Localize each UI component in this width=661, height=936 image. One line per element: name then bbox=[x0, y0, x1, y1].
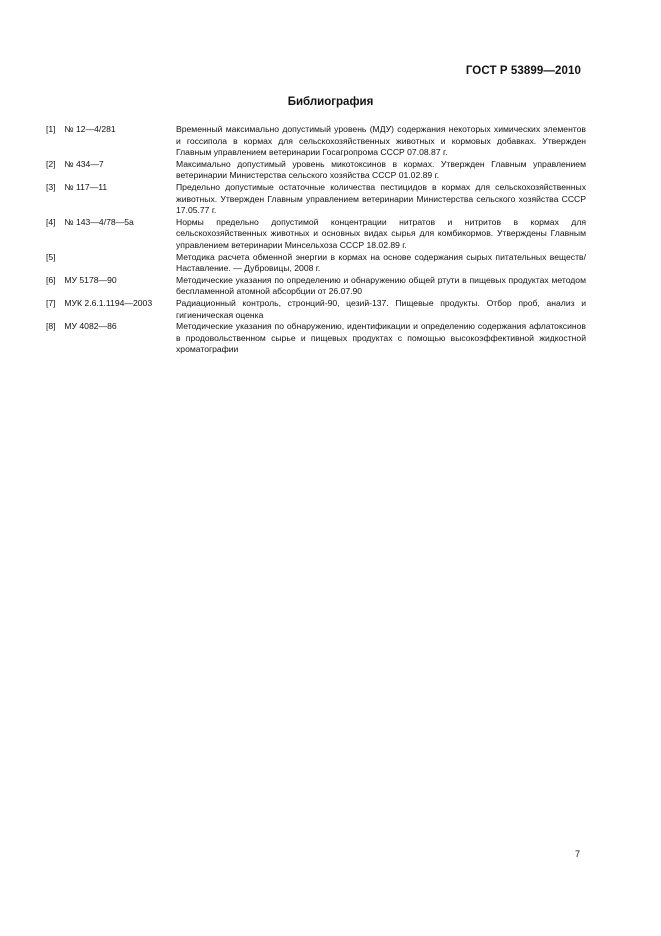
entry-text: Методические указания по определению и обнаружению общей ртути в пищевых продуктах методом беспламенной атомной абсорбции от 26.07.90 bbox=[176, 274, 586, 297]
entry-number: [4] bbox=[46, 216, 56, 227]
entry-number: [5] bbox=[46, 251, 56, 262]
entry-id bbox=[46, 124, 176, 136]
entry-code: МУК 2.6.1.1194—2003 bbox=[64, 297, 153, 308]
entry-id bbox=[46, 298, 176, 310]
entry-number: [2] bbox=[46, 158, 56, 169]
bibliography-entry-4 bbox=[46, 217, 586, 252]
entry-id bbox=[46, 321, 176, 333]
entry-number: [7] bbox=[46, 297, 56, 308]
entry-code: № 143—4/78—5а bbox=[64, 216, 134, 227]
entry-code: № 12—4/281 bbox=[64, 124, 116, 134]
document-code: ГОСТ Р 53899—2010 bbox=[465, 65, 581, 77]
entry-id bbox=[46, 182, 176, 194]
bibliography-entry-8 bbox=[46, 321, 586, 356]
bibliography-title: Библиография bbox=[287, 96, 374, 108]
entry-text: Методические указания по обнаружению, идентификации и определению содержания афлатоксинов в продовольственном сырье и пищевых продуктах с помощью высокоэффективной жидкостной хроматографии bbox=[176, 321, 586, 355]
page-number: 7 bbox=[574, 849, 580, 859]
bibliography-list bbox=[46, 124, 586, 356]
entry-text: Нормы предельно допустимой концентрации нитратов и нитритов в кормах для сельскохозяйственных животных и основных видах сырья для комбикормов. Утверждены Главным управлением ветеринарии Минсельхоза СССР 18.02.89 г. bbox=[176, 216, 586, 250]
bibliography-entry-5 bbox=[46, 252, 586, 275]
entry-text: Методика расчета обменной энергии в кормах на основе содержания сырых питательных веществ/Наставление. — Дубровицы, 2008 г. bbox=[176, 251, 586, 274]
entry-text: Предельно допустимые остаточные количества пестицидов в кормах для сельскохозяйственных животных. Утвержден Главным управлением ветеринарии Министерства сельского хозяйства СССР 17.05.77 г. bbox=[176, 181, 586, 216]
entry-code: № 117—11 bbox=[64, 181, 108, 192]
bibliography-entry-2 bbox=[46, 159, 586, 182]
bibliography-entry-1 bbox=[46, 124, 586, 159]
entry-number: [8] bbox=[46, 321, 56, 332]
entry-text: Временный максимально допустимый уровень (МДУ) содержания некоторых химических элементов и госсипола в кормах для сельскохозяйственных животных и кормовых добавках. Утвержден Главным управлением ветеринарии Госагропрома СССР 07.08.87 г. bbox=[176, 124, 586, 158]
entry-id bbox=[46, 252, 176, 264]
bibliography-entry-6 bbox=[46, 275, 586, 298]
entry-id bbox=[46, 159, 176, 171]
entry-code: № 434—7 bbox=[64, 158, 104, 169]
entry-id bbox=[46, 275, 176, 287]
entry-number: [6] bbox=[46, 274, 56, 285]
entry-text: Радиационный контроль, стронций-90, цезий-137. Пищевые продукты. Отбор проб, анализ и гигиеническая оценка bbox=[176, 297, 586, 320]
entry-code: МУ 5178—90 bbox=[64, 274, 117, 285]
entry-number: [1] bbox=[46, 124, 56, 134]
bibliography-entry-7 bbox=[46, 298, 586, 321]
entry-id bbox=[46, 217, 176, 229]
entry-number: [3] bbox=[46, 181, 56, 192]
entry-text: Максимально допустимый уровень микотоксинов в кормах. Утвержден Главным управлением ветеринарии Министерства сельского хозяйства СССР 01.02.89 г. bbox=[176, 158, 586, 181]
entry-code: МУ 4082—86 bbox=[64, 321, 117, 332]
bibliography-entry-3 bbox=[46, 182, 586, 217]
